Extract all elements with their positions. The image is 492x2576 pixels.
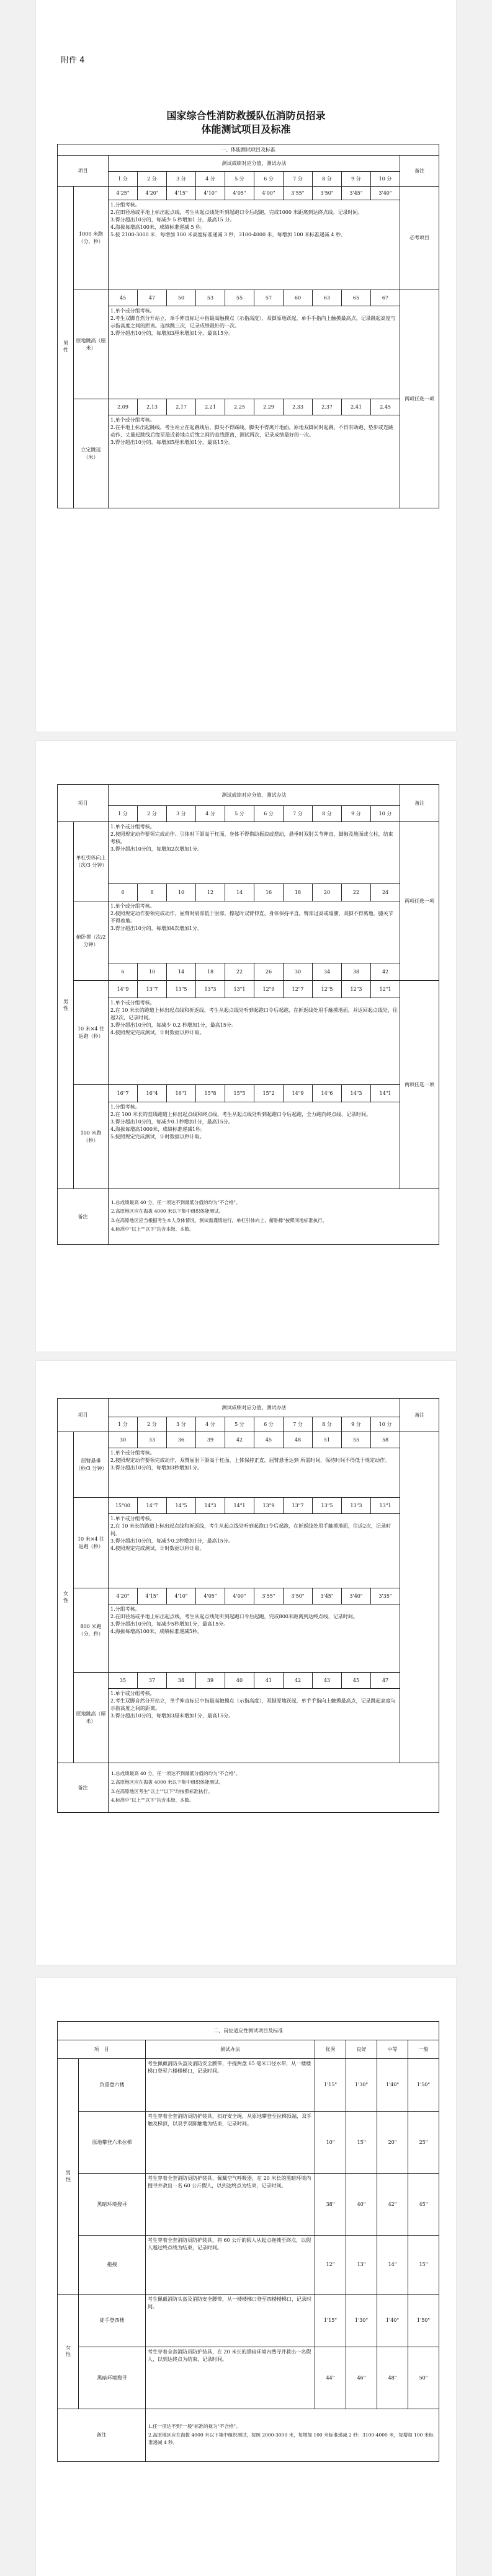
value-cell: 57 [254,290,284,306]
note-line: 4.标准中"以上""以下"均含本级、本数。 [111,1797,194,1803]
value-cell: 30 [284,963,313,981]
header-general: 一般 [408,2040,439,2059]
method-shuttle: 1.单个或分组考核。 2.在 10 米长的跑道上标出起点线和折返线，考生从起点线处听到起跑口令后起跑，在折返线处用手触摸地面，往返2次，记录时间。 3.得分超出10分的，每减少0.2秒增加1分，最高15分。 4.按照规定完成测试，计时数据以秒计取。 [109,1514,400,1588]
note-line: 2.高原地区应在海拔 4000 米以下集中组织体能测试。 [111,1779,224,1786]
value-cell: 14"6 [313,1085,342,1102]
value-cell: 25" [408,2112,439,2174]
score-label: 5 分 [225,172,254,187]
value-cell: 2.41 [342,399,371,415]
value-cell: 42" [377,2174,408,2236]
score-label: 9 分 [342,806,371,822]
value-cell: 14 [225,884,254,901]
value-cell: 45 [109,290,138,306]
value-cell: 30 [109,1432,138,1448]
value-cell: 12"7 [284,981,313,998]
value-cell: 12 [196,884,225,901]
gender-male: 男性 [58,2059,79,2295]
score-header-row [58,172,439,187]
note-line: 4.标准中"以上""以下"均含本级、本数。 [111,1226,194,1232]
section-2-title: 二、岗位适应性测试项目及标准 [58,2022,439,2040]
item-run800: 800 米跑（分，秒） [74,1588,109,1673]
item-pullup: 单杠引体向上（次/3 分钟） [74,822,109,901]
value-cell: 3'55" [284,187,313,200]
score-label: 5 分 [225,1417,254,1432]
value-cell: 16"7 [109,1085,138,1102]
method-pushup: 1.单个或分组考核。 2.按照规定动作要领完成动作，屈臂时肩部低于肘部，撑起时双臂伸直，身体保持平直。臀部过高或塌腰，双脚不得离地，膝关节不得着地。 3.得分超出10分的，每增加4次增加1分。 [109,901,400,963]
item-shuttle: 10 米×4 往返跑（秒） [74,981,109,1085]
value-cell: 10" [315,2112,346,2174]
table-row [58,2236,439,2295]
value-cell: 4'05" [225,187,254,200]
value-cell: 47 [371,1673,400,1689]
value-cell: 3'50" [284,1588,313,1604]
value-cell: 50" [408,2347,439,2409]
item-method: 考生穿着全套消防员防护装具，佩戴空气呼吸器，在 20 米长的黑暗环境内搜寻并救出一名 60 公斤假人，以到达终点为结束，记录时间。 [146,2174,315,2236]
value-cell: 40" [346,2174,377,2236]
remark-choose-one: 两项任选一项 [400,981,439,1189]
value-cell: 6 [109,963,138,981]
item-name: 黑暗环境搜寻 [79,2347,146,2409]
value-cell: 22 [225,963,254,981]
header-remark: 备注 [400,1399,439,1432]
value-cell: 3'45" [342,187,371,200]
value-cell: 4'15" [138,1588,167,1604]
value-cell: 15" [408,2236,439,2295]
item-method: 考生穿着全套消防员防护装具，在 20 米长的黑暗环境内搜寻并救出一名假人，以到达终点为结束，记录时间。 [146,2347,315,2409]
value-cell: 13"5 [167,981,196,998]
value-cell: 12"1 [371,981,400,998]
value-cell: 12"3 [342,981,371,998]
value-cell: 16"4 [138,1085,167,1102]
title-line-1: 国家综合性消防救援队伍消防员招录 [166,110,326,122]
value-cell: 14"3 [196,1498,225,1514]
value-cell: 4'00" [254,187,284,200]
item-name: 原地攀登六米拉梯 [79,2112,146,2174]
header-scoring: 测试成绩对应分值、测试办法 [109,1399,400,1417]
value-cell: 10 [138,963,167,981]
page-4 [36,1978,456,2576]
item-method: 考生佩戴消防头盔及消防安全腰带，从一楼楼梯口登至四楼楼梯口，记录时间。 [146,2295,315,2347]
value-cell: 4'10" [167,1588,196,1604]
score-label: 8 分 [313,1417,342,1432]
notes [109,1189,439,1245]
page-3 [36,1361,456,1965]
value-cell: 65 [342,290,371,306]
value-cell: 3'40" [342,1588,371,1604]
note-line: 2.高原地区应在海拔 4000 米以下集中组织体能测试。 [111,1208,224,1215]
value-cell: 45" [408,2174,439,2236]
table-row [58,2059,439,2112]
value-cell: 20 [313,884,342,901]
value-cell: 15"8 [196,1085,225,1102]
item-name: 拖拽 [79,2236,146,2295]
value-cell: 4'25" [109,187,138,200]
run800-values-row [58,1588,439,1604]
value-cell: 2.09 [109,399,138,415]
value-cell: 53 [196,290,225,306]
score-label: 1 分 [109,1417,138,1432]
value-cell: 42 [225,1432,254,1448]
value-cell: 14" [377,2236,408,2295]
score-label: 9 分 [342,172,371,187]
note-line: 2.高原地区应在海拔 4000 米以下集中组织测试，按照 2000-3000 米，每增加 100 米标准递减 2 秒；3100-4000 米，每增加 100 米标准递减 4 秒。 [148,2432,434,2445]
standjump-values-row [58,399,439,415]
value-cell: 14"7 [138,1498,167,1514]
score-label: 3 分 [167,172,196,187]
score-label: 3 分 [167,1417,196,1432]
remark-choose-one: 两项任选一项 [400,290,439,508]
item-method: 考生穿着全套消防员防护装具，扣好安全绳，从原地攀登至拉梯顶端，双手触及梯顶，以双手双脚触地为结束，记录时间。 [146,2112,315,2174]
table-header-row [58,2040,439,2059]
value-cell: 13"7 [138,981,167,998]
value-cell: 20" [377,2112,408,2174]
score-label: 3 分 [167,806,196,822]
value-cell: 16 [254,884,284,901]
value-cell: 16"1 [167,1085,196,1102]
item-name: 黑暗环境搜寻 [79,2174,146,2236]
remark-choose-one: 两项任选一项 [400,822,439,981]
remark-label: 备注 [58,1189,109,1245]
header-remark: 备注 [400,785,439,822]
value-cell: 15" [346,2112,377,2174]
value-cell: 14"1 [225,1498,254,1514]
value-cell: 45 [342,1673,371,1689]
value-cell: 1'50" [408,2059,439,2112]
value-cell: 8 [138,884,167,901]
note-line: 3.在高原地区考生"以上""以下"均按照标准执行。 [111,1788,213,1794]
item-standjump: 立定跳远（米） [74,399,109,508]
method-jump: 1.单个或分组考核。 2.考生双脚自然分开站立，单手伸直标记中指最高触摸点（示指高度），双脚原地跃起，单手手指向上触摸最高点。记录跳起高度与示指高度之间的距离。连续跳三次，记录成绩最好的一次。 3.得分超出10分的，每增加3厘米增加1分，最高15分。 [109,306,400,399]
score-label: 2 分 [138,172,167,187]
value-cell: 37 [138,1673,167,1689]
score-label: 7 分 [284,172,313,187]
value-cell: 4'05" [196,1588,225,1604]
value-cell: 13"1 [225,981,254,998]
value-cell: 48" [377,2347,408,2409]
value-cell: 43 [313,1673,342,1689]
value-cell: 3'45" [313,1588,342,1604]
run100-values-row [58,1085,439,1102]
score-label: 7 分 [284,1417,313,1432]
score-label: 6 分 [254,1417,284,1432]
value-cell: 13"9 [254,1498,284,1514]
item-shuttle: 10 米×4 往返跑（秒） [74,1498,109,1588]
method-standjump: 1.单个或分组考核。 2.在平地上标出起跳线，考生站立在起跳线后，脚尖不得踩线，脚尖不得离开地面，原地双脚同时起跳，不得有助跑、垫步或连跳动作，丈量起跳线后缘至最近着地点后缘之间的直线距离，测试两次，记录成绩最好的一次。 3.得分超出10分的，每增加5厘米增加1分，最高15分。 [109,415,400,508]
score-label: 10 分 [371,1417,400,1432]
value-cell: 42 [371,963,400,981]
value-cell: 4'10" [196,187,225,200]
table-row [58,2295,439,2347]
score-label: 7 分 [284,806,313,822]
table-row [58,2347,439,2409]
value-cell: 2.33 [284,399,313,415]
score-label: 8 分 [313,806,342,822]
header-scoring: 测试成绩对应分值、测试办法 [109,785,400,806]
method-run800: 1.分组考核。 2.在田径场或平地上标出起点线，考生从起点线处听到起跑口令后起跑，完成800米距离到达终点线，记录时间。 3.得分超出10分的，每减少5秒增加1分，最高15分。 4.海拔每增高100米，成绩标准递减5秒。 [109,1604,400,1673]
value-cell: 15"2 [254,1085,284,1102]
value-cell: 33 [138,1432,167,1448]
header-item: 项目 [58,785,109,822]
value-cell: 12"5 [313,981,342,998]
value-cell: 55 [342,1432,371,1448]
value-cell: 47 [138,290,167,306]
method-run1000: 1.分组考核。 2.在田径场或平地上标出起点线，考生从起点线处听到起跑口令后起跑，完成1000 米距离到达终点线。记录时间。 3.得分超出10分的，每减少 5 秒增加1 分，最高15 分。 4.海拔每增高100米，成绩标准递减 5 秒。 5.按 2100-3000 米，每增加 100 米高度标准递减 3 秒，3100-4000 米，每增加 100 米标准递减 4 秒。 [109,200,400,290]
value-cell: 14 [167,963,196,981]
remark-required: 必考项目 [400,187,439,290]
item-method: 考生穿着全套消防员防护装具，将 60 公斤的假人从起点拖拽至终点，以假人越过终点线为结束，记录时间。 [146,2236,315,2295]
value-cell: 58 [371,1432,400,1448]
value-cell: 13" [346,2236,377,2295]
gender-female: 女性 [58,1432,74,1763]
score-label: 2 分 [138,1417,167,1432]
header-remark: 备注 [400,156,439,187]
remark-label: 备注 [58,2409,146,2462]
item-name: 徒手登四楼 [79,2295,146,2347]
value-cell: 36 [167,1432,196,1448]
gender-female: 女性 [58,2295,79,2409]
value-cell: 38 [342,963,371,981]
item-jump: 原地跳高（厘米） [74,1673,109,1763]
value-cell: 15"00 [109,1498,138,1514]
value-cell: 18 [284,884,313,901]
note-line: 1.任一项达不到"一般"标准的视为"不合格"。 [148,2423,241,2430]
value-cell: 12" [315,2236,346,2295]
score-label: 1 分 [109,806,138,822]
value-cell: 6 [109,884,138,901]
header-item: 项目 [58,156,109,187]
score-header-row [58,1417,439,1432]
post-fitness-table [57,2021,439,2462]
value-cell: 3'50" [313,187,342,200]
score-label: 4 分 [196,172,225,187]
notes [146,2409,439,2462]
page-2 [36,741,456,1352]
run1000-values-row [58,187,439,200]
method-run100: 1.分组考核。 2.在 100 米长的直线跑道上标出起点线和终点线，考生从起点线处听到起跑口令后起跑，全力跑向终点线，记录时间。 3.得分超出10分的，每减少0.1秒增加1分，最高15分。 4.海拔每增高1000米，成绩标准递减1秒。 5.按照规定完成测试，计时数据以秒计取。 [109,1102,400,1189]
header-medium: 中等 [377,2040,408,2059]
value-cell: 1'15" [315,2295,346,2347]
value-cell: 1'40" [377,2295,408,2347]
value-cell: 3'35" [371,1588,400,1604]
fitness-table-2 [57,784,439,1245]
value-cell: 2.25 [225,399,254,415]
value-cell: 24 [371,884,400,901]
score-label: 8 分 [313,172,342,187]
value-cell: 18 [196,963,225,981]
value-cell: 13"5 [313,1498,342,1514]
value-cell: 39 [196,1432,225,1448]
section-1-title: 一、体能测试项目及标准 [58,144,439,156]
value-cell: 1'30" [346,2059,377,2112]
item-run1000: 1000 米跑（分，秒） [74,187,109,290]
value-cell: 41 [254,1673,284,1689]
value-cell: 2.45 [371,399,400,415]
value-cell: 51 [313,1432,342,1448]
method-shuttle: 1.单个或分组考核。 2.在 10 米长的跑道上标出起点线和折返线，考生从起点线处听到起跑口令后起跑，在折返线处用手触摸地面，并返回起点线处，往返2次，记录时间。 3.得分超出10分的，每减少 0.2 秒增加1分，最高15分。 4.按照规定完成测试，计时数据以秒计取。 [109,998,400,1085]
item-method: 考生佩戴消防头盔及消防安全腰带，手提两盘 65 毫米口径水带，从一楼楼梯口登至六楼楼梯口，记录时间。 [146,2059,315,2112]
score-label: 6 分 [254,806,284,822]
value-cell: 42 [284,1673,313,1689]
value-cell: 13"7 [284,1498,313,1514]
value-cell: 40 [225,1673,254,1689]
item-pushup: 俯卧撑（次/2 分钟） [74,901,109,981]
value-cell: 14"5 [167,1498,196,1514]
value-cell: 13"3 [196,981,225,998]
value-cell: 38 [167,1673,196,1689]
value-cell: 12"9 [254,981,284,998]
value-cell: 4'20" [109,1588,138,1604]
value-cell: 39 [196,1673,225,1689]
header-scoring: 测试成绩对应分值、测试办法 [109,156,400,172]
value-cell: 4'20" [138,187,167,200]
method-hang: 1.单个或分组考核。 2.按照规定动作要领完成动作，双臂屈肘下颌高于杠面，上体保持正直，屈臂悬垂达到 所需时间，保持时间不得低于规定动作。 3.得分超出10分的，每增加3秒增加1分。 [109,1448,400,1498]
note-line: 3.在高原地区应当根据考生本人身体情况，测试需谨慎进行，单杠引体向上、俯卧撑"按照同地标准执行。 [111,1217,328,1223]
value-cell: 63 [313,290,342,306]
value-cell: 2.29 [254,399,284,415]
score-label: 5 分 [225,806,254,822]
score-label: 4 分 [196,1417,225,1432]
item-jump: 原地跳高（厘米） [74,290,109,399]
jump-values-row [58,1673,439,1689]
gender-male: 男性 [58,187,74,508]
doc-title [36,109,456,136]
remark-empty [400,1432,439,1763]
value-cell: 26 [254,963,284,981]
value-cell: 4'00" [225,1588,254,1604]
shuttle-values-row [58,981,439,998]
notes [109,1763,439,1813]
header-item: 项目 [58,1399,109,1432]
header-excellent: 优秀 [315,2040,346,2059]
item-name: 负重登六楼 [79,2059,146,2112]
value-cell: 22 [342,884,371,901]
value-cell: 35 [109,1673,138,1689]
header-method: 测试办法 [146,2040,315,2059]
jump-values-row [58,290,439,306]
value-cell: 60 [284,290,313,306]
value-cell: 67 [371,290,400,306]
value-cell: 50 [167,290,196,306]
item-run100: 100 米跑（秒） [74,1085,109,1189]
item-hang: 屈臂悬垂（秒/3 分钟） [74,1432,109,1498]
value-cell: 3'40" [371,187,400,200]
method-pullup: 1.单个或分组考核。 2.按照规定动作要领完成动作。引体时下颌高于杠面，身体不得借助振浪或摆动，悬垂时双肘关节伸直，脚触及地面或立柱，结束考核。 3.得分超出10分的，每增加2次增加1分。 [109,822,400,884]
value-cell: 44" [315,2347,346,2409]
score-label: 10 分 [371,806,400,822]
value-cell: 14"3 [342,1085,371,1102]
value-cell: 48 [284,1432,313,1448]
method-jump: 1.单个或分组考核。 2.考生双脚自然分开站立，单手伸直标记中指最高触摸点（示指高度），双脚原地跃起，单手手指向上触摸最高点，记录跳起高度与示指高度之间的距离。 3.得分超出10分的，每增加3厘米增加1分，最高15分。 [109,1689,400,1763]
fitness-table-1 [57,144,439,508]
header-item: 项 目 [58,2040,146,2059]
header-good: 良好 [346,2040,377,2059]
score-label: 2 分 [138,806,167,822]
pullup-values-row [58,884,439,901]
value-cell: 14"1 [371,1085,400,1102]
title-line-2: 体能测试项目及标准 [201,123,291,135]
pushup-values-row [58,963,439,981]
attachment-label: 附件 4 [61,56,85,65]
value-cell: 2.21 [196,399,225,415]
value-cell: 14"9 [109,981,138,998]
value-cell: 38" [315,2174,346,2236]
hang-values-row [58,1432,439,1448]
value-cell: 13"3 [342,1498,371,1514]
note-line: 1.总成绩最高 40 分，任一项达不到最低分值的均为"不合格"。 [111,1200,241,1205]
fitness-table-3 [57,1398,439,1813]
shuttle-values-row [58,1498,439,1514]
score-label: 6 分 [254,172,284,187]
value-cell: 2.37 [313,399,342,415]
value-cell: 3'55" [254,1588,284,1604]
value-cell: 55 [225,290,254,306]
value-cell: 1'50" [408,2295,439,2347]
value-cell: 13"1 [371,1498,400,1514]
score-label: 10 分 [371,172,400,187]
value-cell: 46" [346,2347,377,2409]
score-header-row [58,806,439,822]
gender-male: 男性 [58,822,74,1189]
score-label: 4 分 [196,806,225,822]
value-cell: 2.13 [138,399,167,415]
remark-label: 备注 [58,1763,109,1813]
page-1 [36,0,456,732]
value-cell: 15"5 [225,1085,254,1102]
value-cell: 45 [254,1432,284,1448]
value-cell: 1'30" [346,2295,377,2347]
table-row [58,2112,439,2174]
value-cell: 2.17 [167,399,196,415]
score-label: 1 分 [109,172,138,187]
value-cell: 14"9 [284,1085,313,1102]
value-cell: 34 [313,963,342,981]
value-cell: 1'40" [377,2059,408,2112]
table-row [58,2174,439,2236]
note-line: 1.总成绩最高 40 分，任一项达不到最低分值的均为"不合格"。 [111,1771,241,1776]
value-cell: 10 [167,884,196,901]
value-cell: 4'15" [167,187,196,200]
value-cell: 1'15" [315,2059,346,2112]
score-label: 9 分 [342,1417,371,1432]
